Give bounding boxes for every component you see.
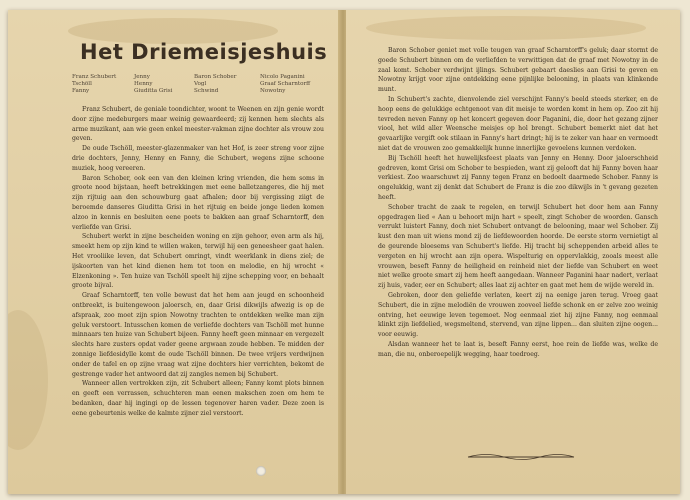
cast-name: Tschöll [72, 81, 92, 87]
right-page [346, 10, 680, 494]
left-page-text [72, 105, 324, 419]
paragraph: Baron Schober geniet met volle teugen van graaf Scharntorff's geluk; daar stormt de goede Schubert binnen om de verliefden te verwittigen dat de graaf met Nowotny in de zaal komt. Schober verdwijnt ijlings. Schubert gebaart daeslies aan Grisi te geven en Nowotny krijgt voor zijne ontdekking eene pijnlijke belooning, in plaats van klinkende munt. [378, 47, 658, 94]
cast-name: Graaf Scharntorff [260, 81, 311, 87]
end-ornament [466, 452, 576, 462]
cast-name: Franz Schubert [72, 74, 117, 80]
left-page [8, 10, 340, 494]
right-page-text [378, 46, 658, 360]
cast-name: Fanny [72, 88, 90, 94]
cast-name: Henny [134, 81, 153, 87]
cast-name: Schwind [194, 88, 219, 94]
cast-name: Jenny [134, 74, 150, 80]
paragraph: Wanneer allen vertrokken zijn, zit Schubert alleen; Fanny komt plots binnen en geeft een verrassen, schuchteren man eenen makschen zoen om hem te bedanken, daar hij ingingi op de lessen tegenover haren vader. Deze zoen is eene gebeurtenis welke de kalmte zijner ziel verstoort. [72, 380, 324, 417]
paragraph: Franz Schubert, de geniale toondichter, woont te Weenen en zijn genie wordt door zijne medeburgers maar weinig gewaardeerd; zij kennen hem slechts als arme muzikant, aan wie geen enkel meester-vakman zijne dochter als vrouw zou geven. [72, 106, 324, 143]
paragraph: In Schubert's zachte, dienvolende ziel verschijnt Fanny's beeld steeds sterker, en de hoop eens de gelukkige echtgenoot van dit meisje te worden komt in hem op. Zoo zit hij tevreden neven Fanny op het koncert gegeven door Paganini, die, door het gezang zijner viool, het wild aller Weensche meisjes op hol brengt. Schubert bemerkt niet dat het gevaarlijke vergift ook stilaan in Fanny's hart dringt; hij is te zeker van haar en vermoedt niet dat de vrouwen zoo gemakkelijk hunne innerlijke gevoelens kunnen verdoken. [378, 95, 658, 152]
staple-hole [256, 466, 266, 476]
paragraph: Alsdan wanneer het te laat is, beseft Fanny eerst, hoe rein de liefde was, welke de man, die nu, onberoepelijk wegging, haar toedroeg. [378, 340, 658, 358]
paragraph: De oude Tschöll, meester-glazenmaker van het Hof, is zeer streng voor zijne drie dochters, Jenny, Henny en Fanny, die Schubert, wegens zijne schoone muziek, hoog vereeren. [72, 145, 324, 172]
booklet [8, 10, 680, 494]
paragraph: Gebroken, door den geliefde verlaten, keert zij na eenige jaren terug. Vroeg gaat Schubert, die in zijne melodiën de vrouwen zooveel liefde schonk en er zelve zoo weinig ontving, het eeuwige leven tegemoet. Nog eenmaal ziet hij zijne Fanny, nog eenmaal klinkt zijn liefdelied, wegsmeltend, stervend, van zijne lippen... dan sluiten zijne oogen... voor eeuwig. [378, 291, 658, 339]
cast-name: Nowotny [260, 88, 286, 94]
cast-name: Nicolo Paganini [260, 74, 305, 80]
cast-name: Baron Schober [194, 74, 237, 80]
page-title: Het Driemeisjeshuis [80, 40, 328, 64]
paragraph: Baron Schober, ook een van den kleinen kring vrienden, die hem soms in groote nood bijstaan, heeft betrekkingen met eene balletzangeres, die hij met zijn rijtuig aan den schouwburg gaat afhalen; door bij vergissing ziigt de beroemde danseres Giuditta Grisi in het rijtuig en beide jonge lieden komen alzoo in kennis en besluiten eene poets te bakken aan graaf Scharntorff, den verliefde van Grisi. [72, 174, 324, 231]
paragraph: Schubert werkt in zijne bescheiden woning en zijn gehoor, even arm als hij, smeekt hem op zijn kind te willen waken, terwijl hij een geneesheer gaat halen. Het vrooliike leven, dat Schubert omringt, vindt weerklank in diens ziel; de ijskoorten van het kind dienen hem tot toon en melodie, en hij wrocht « Elzenkoning ». Ten huize van Tschöll speelt hij zijne schepping voor, en behaalt groote bijval. [72, 233, 324, 290]
paragraph: Schober tracht de zaak te regelen, en terwijl Schubert het door hem aan Fanny opgedragen lied « Aan u behoort mijn hart » speelt, zingt Schober de woorden. Gansch verrukt luistert Fanny, doch niet Schubert ontvangt de belooning, maar wel Schober. Zij kust den man uit wiens mond zij de liefdewoorden hoorde. De eerste storm vernietigt al de geurende bloesems van Schubert's liefde. Hij tracht bij scheppenden arbeid alles te vergeten en hij wrocht aan zijn opera. Wispelturig en oppervlakkig, zooals meest alle vrouwen, beseft Fanny de heiligheid en reinheid niet der liefde van Schubert en weet niet welke groote smart zij hem heeft aangedaan. Wanneer Paganini haar nadert, verlaat zij huis, vader, eer en Schubert; alles laat zij achter en gaat met hem de wijde wereld in. [378, 203, 658, 290]
cast-name: Vogl [194, 81, 207, 87]
cast-list [72, 74, 334, 95]
paragraph: Graaf Scharntorff, ten volle bewust dat het hem aan jeugd en schoonheid ontbreekt, is buitengewoon jaloersch, en, daar Grisi dikwijls afwezig is op de afspraak, zoo moet zijn spion Nowotny trachten te ontdekken welke man zijn geluk verstoort. Intusschen komen de verliefde dochters van Tschöll met hunne minnaars ten huize van Schubert bijeen. Fanny heeft geen minnaar en vergezelt slechts hare zusters opdat vader geene argwaan zoude hebben. Te midden der zonnige liefdesidylle komt de oude Tschöll binnen. De twee vrijers verdwijnen onder de tafel en op zijne vraag wat zijne dochters hier verrichten, bekomt de gestrenge vader het antwoord dat zij zangles nemen bij Schubert. [72, 292, 324, 378]
paragraph: Bij Tschöll heeft het huwelijksfeest plaats van Jenny en Henny. Door jaloerschheid gedreven, komt Grisi om Schober te bespieden, want zij gelooft dat hij Fanny boven haar verkiest. Zoo waarschuwt zij Fanny tegen Franz en bedoelt daarmede Schober. Fanny is ongelukkig, want zij denkt dat Schubert de Franz is die zoo dikwijls in 't gevang gezeten heeft. [378, 154, 658, 201]
cast-name: Giuditta Grisi [134, 88, 173, 94]
